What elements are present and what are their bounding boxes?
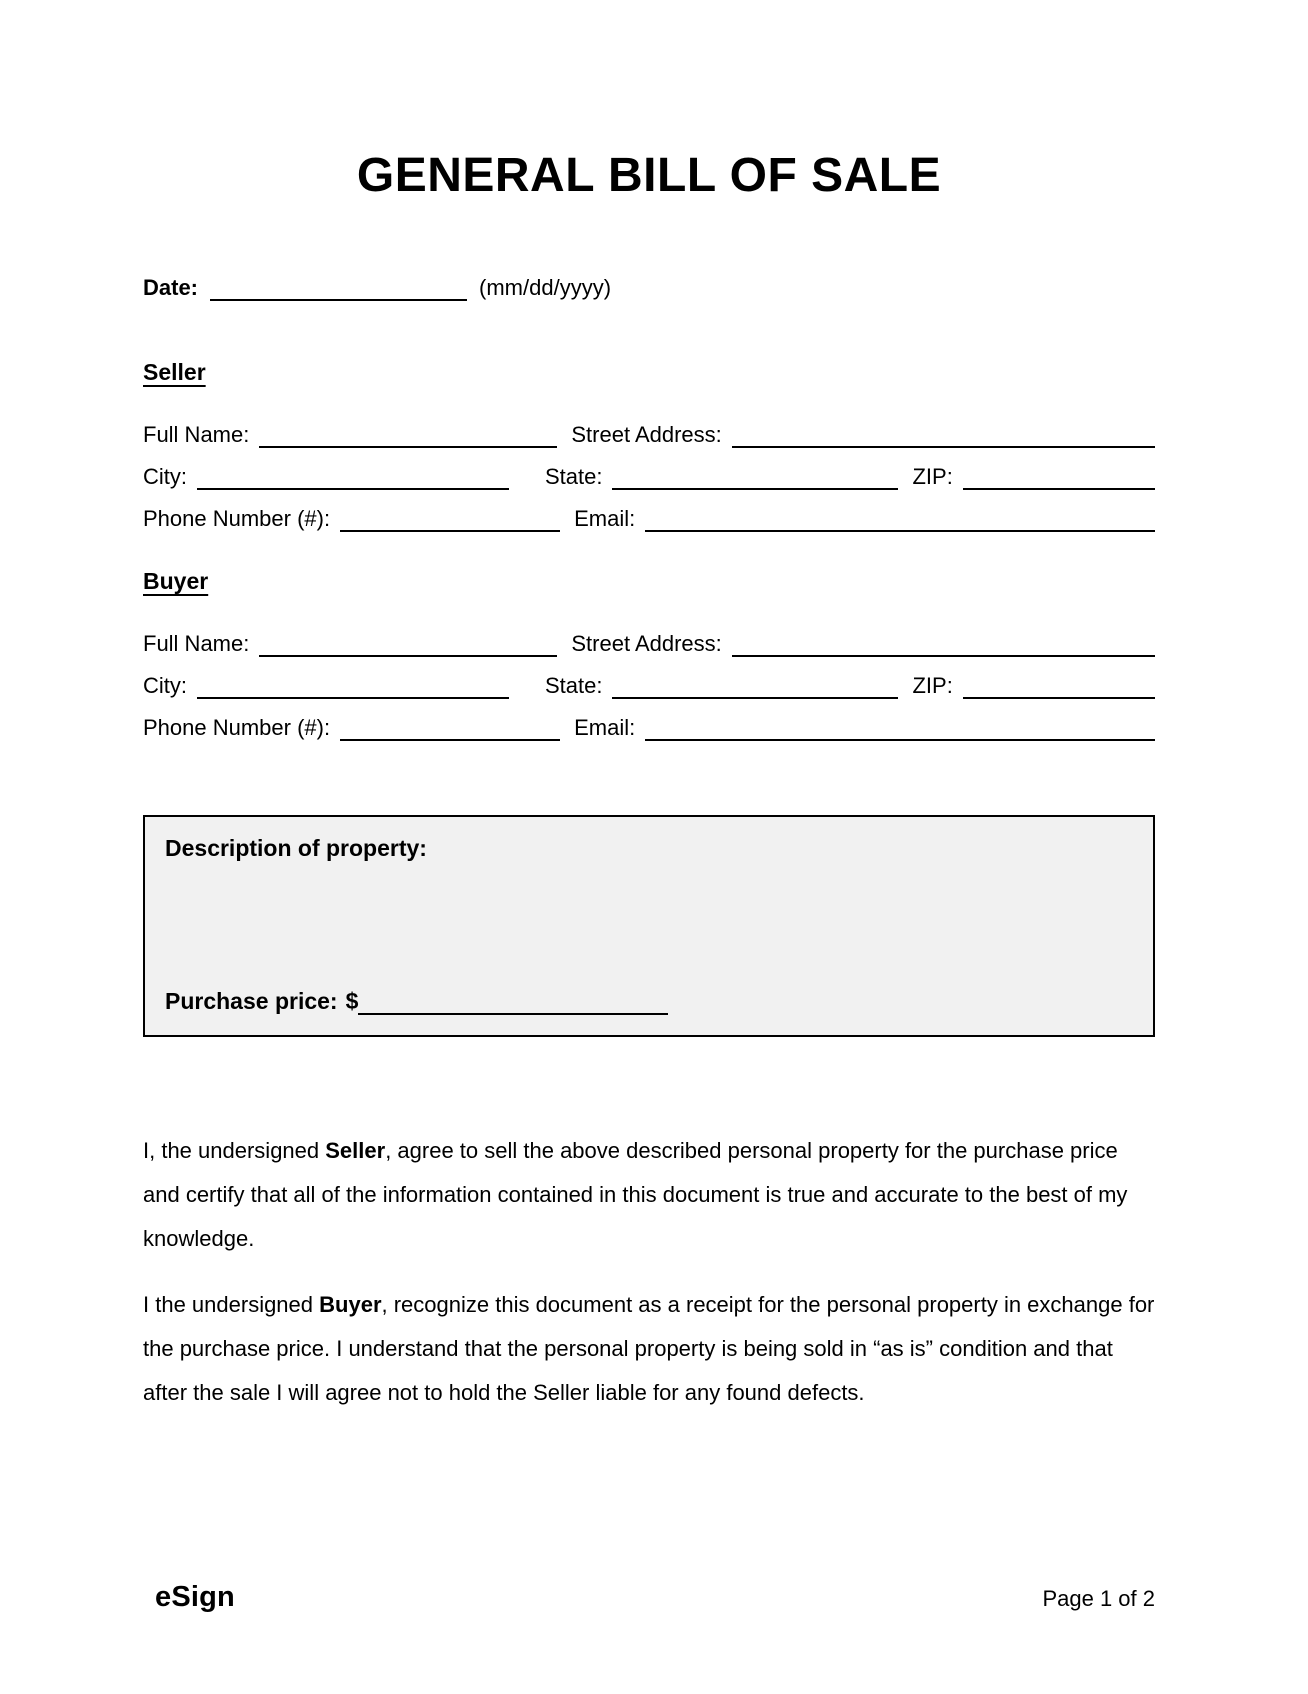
seller-zip-line[interactable]	[963, 464, 1155, 490]
buyer-phone-line[interactable]	[340, 715, 560, 741]
seller-clause-prefix: I, the undersigned	[143, 1138, 326, 1164]
buyer-street-address-line[interactable]	[732, 631, 1155, 657]
buyer-city-label: City:	[143, 673, 187, 699]
date-input-line[interactable]	[210, 275, 467, 301]
buyer-clause-suffix: , recognize this document as a receipt for the personal property in exchange for the purchase price. I understand that the personal property is being sold in “as is” condition and that after the sale I will agree not to hold the Seller liable for any found defects.	[143, 1292, 1155, 1406]
seller-city-line[interactable]	[197, 464, 509, 490]
seller-zip-label: ZIP:	[912, 464, 953, 490]
property-description-label: Description of property:	[165, 835, 427, 862]
buyer-zip-line[interactable]	[963, 673, 1155, 699]
purchase-price-line[interactable]	[358, 989, 668, 1015]
buyer-full-name-line[interactable]	[259, 631, 557, 657]
seller-state-line[interactable]	[612, 464, 898, 490]
buyer-zip-label: ZIP:	[912, 673, 953, 699]
seller-email-line[interactable]	[645, 506, 1155, 532]
seller-street-address-line[interactable]	[732, 422, 1155, 448]
page-footer	[155, 1581, 1155, 1614]
seller-email-label: Email:	[574, 506, 636, 532]
seller-phone-email-row	[143, 502, 1155, 532]
seller-clause	[143, 1129, 1155, 1261]
buyer-phone-email-row	[143, 711, 1155, 741]
seller-heading: Seller	[143, 359, 206, 386]
seller-phone-label: Phone Number (#):	[143, 506, 331, 532]
currency-symbol: $	[345, 988, 359, 1015]
date-row	[143, 275, 1155, 301]
buyer-name-address-row	[143, 627, 1155, 657]
buyer-email-line[interactable]	[645, 715, 1155, 741]
buyer-phone-label: Phone Number (#):	[143, 715, 331, 741]
seller-full-name-label: Full Name:	[143, 422, 250, 448]
seller-city-state-zip-row	[143, 460, 1155, 490]
seller-phone-line[interactable]	[340, 506, 560, 532]
esign-brand-logo: eSign	[155, 1581, 235, 1613]
buyer-city-state-zip-row	[143, 669, 1155, 699]
seller-clause-suffix: , agree to sell the above described personal property for the purchase price and certify that all of the information contained in this document is true and accurate to the best of my knowledge.	[143, 1138, 1128, 1252]
buyer-clause-emphasis: Buyer	[319, 1292, 382, 1318]
date-format-hint: (mm/dd/yyyy)	[479, 275, 612, 301]
buyer-full-name-label: Full Name:	[143, 631, 250, 657]
date-label: Date:	[143, 275, 199, 301]
seller-full-name-line[interactable]	[259, 422, 557, 448]
document-title: GENERAL BILL OF SALE	[356, 149, 942, 202]
seller-state-label: State:	[545, 464, 603, 490]
buyer-city-line[interactable]	[197, 673, 509, 699]
buyer-email-label: Email:	[574, 715, 636, 741]
seller-section	[143, 359, 1155, 532]
buyer-street-address-label: Street Address:	[571, 631, 722, 657]
seller-city-label: City:	[143, 464, 187, 490]
seller-street-address-label: Street Address:	[571, 422, 722, 448]
buyer-heading: Buyer	[143, 568, 209, 595]
page-indicator: Page 1 of 2	[1042, 1586, 1155, 1611]
buyer-section	[143, 568, 1155, 741]
property-description-box	[143, 815, 1155, 1037]
purchase-price-row	[165, 988, 1133, 1015]
buyer-state-label: State:	[545, 673, 603, 699]
buyer-clause-prefix: I the undersigned	[143, 1292, 320, 1318]
buyer-state-line[interactable]	[612, 673, 898, 699]
purchase-price-label: Purchase price:	[165, 988, 338, 1015]
seller-clause-emphasis: Seller	[325, 1138, 386, 1164]
buyer-clause	[143, 1283, 1155, 1415]
seller-name-address-row	[143, 418, 1155, 448]
